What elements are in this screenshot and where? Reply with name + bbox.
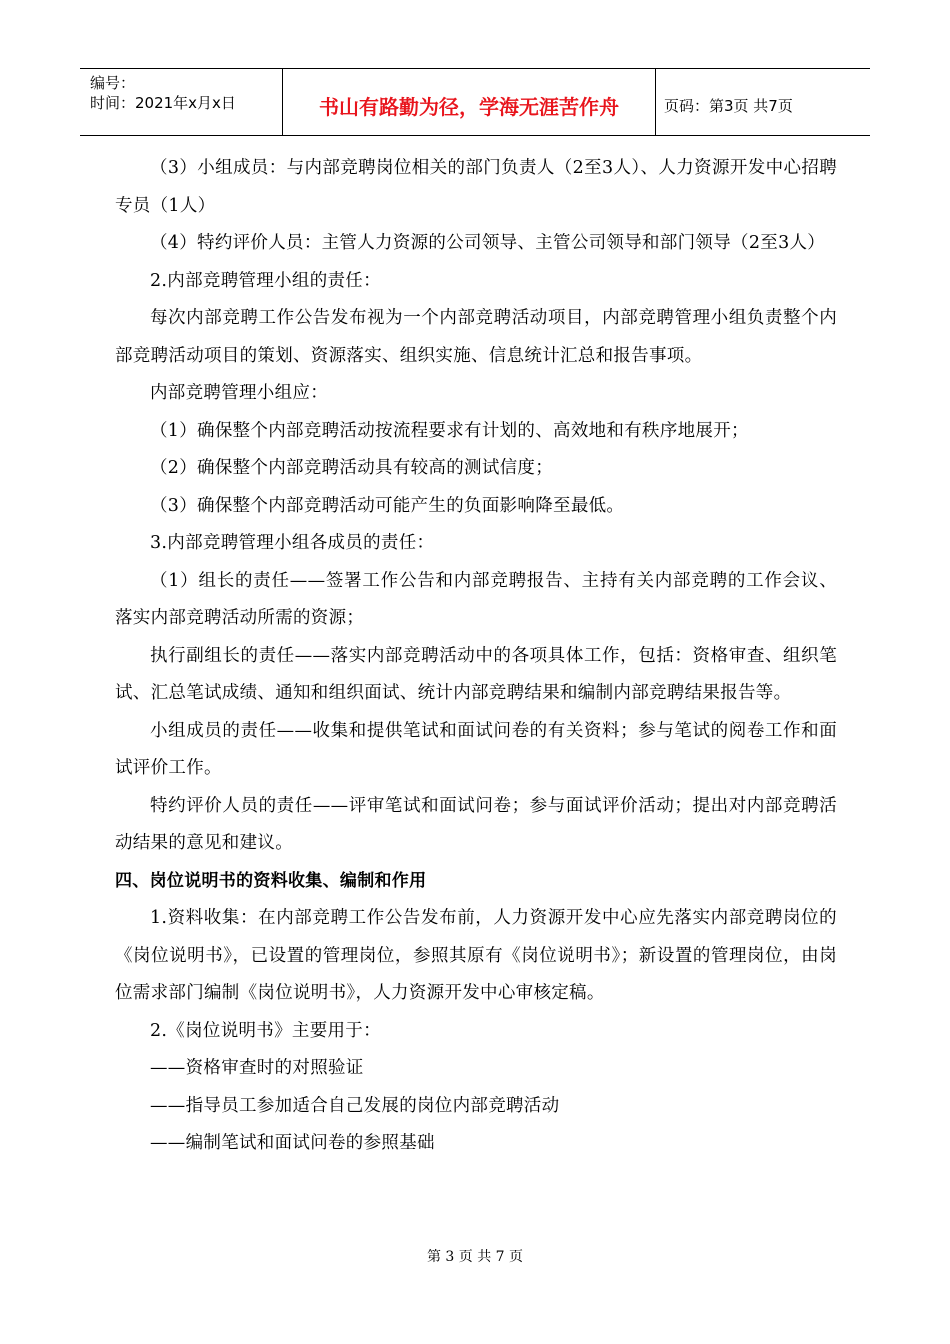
body-paragraph: 执行副组长的责任——落实内部竞聘活动中的各项具体工作，包括：资格审查、组织笔试、汇总笔试成绩、通知和组织面试、统计内部竞聘结果和编制内部竞聘结果报告等。 <box>115 645 837 703</box>
page-footer: 第 3 页 共 7 页 <box>426 1249 524 1265</box>
document-body <box>115 150 837 1163</box>
document-number-label: 编号： <box>90 74 136 92</box>
document-header <box>80 68 870 136</box>
body-paragraph: 3.内部竞聘管理小组各成员的责任： <box>150 533 435 553</box>
body-paragraph: 2.《岗位说明书》主要用于： <box>150 1020 381 1041</box>
section-heading: 四、岗位说明书的资料收集、编制和作用 <box>115 870 427 891</box>
body-paragraph: （3）确保整个内部竞聘活动可能产生的负面影响降至最低。 <box>150 495 625 516</box>
body-paragraph: （3）小组成员：与内部竞聘岗位相关的部门负责人（2至3人）、人力资源开发中心招聘专员（1人） <box>115 158 837 216</box>
header-meta <box>80 69 283 135</box>
body-paragraph: 每次内部竞聘工作公告发布视为一个内部竞聘活动项目，内部竞聘管理小组负责整个内部竞聘活动项目的策划、资源落实、组织实施、信息统计汇总和报告事项。 <box>115 308 837 366</box>
body-paragraph: ——资格审查时的对照验证 <box>150 1058 364 1078</box>
body-paragraph: 小组成员的责任——收集和提供笔试和面试问卷的有关资料；参与笔试的阅卷工作和面试评价工作。 <box>115 720 837 778</box>
header-page-info: 页码：第3页 共7页 <box>664 96 793 115</box>
document-time-label: 时间：2021年x月x日 <box>90 94 236 112</box>
body-paragraph: ——指导员工参加适合自己发展的岗位内部竞聘活动 <box>150 1095 560 1116</box>
header-motto: 书山有路勤为径，学海无涯苦作舟 <box>283 69 656 135</box>
body-paragraph: ——编制笔试和面试问卷的参照基础 <box>150 1133 435 1153</box>
body-paragraph: 内部竞聘管理小组应： <box>150 383 328 403</box>
body-paragraph: （4）特约评价人员：主管人力资源的公司领导、主管公司领导和部门领导（2至3人） <box>150 233 826 253</box>
body-paragraph: 2.内部竞聘管理小组的责任： <box>150 270 381 291</box>
body-paragraph: 特约评价人员的责任——评审笔试和面试问卷；参与面试评价活动；提出对内部竞聘活动结果的意见和建议。 <box>115 795 837 853</box>
body-paragraph: 1.资料收集：在内部竞聘工作公告发布前，人力资源开发中心应先落实内部竞聘岗位的《岗位说明书》，已设置的管理岗位，参照其原有《岗位说明书》；新设置的管理岗位，由岗位需求部门编制《岗位说明书》，人力资源开发中心审核定稿。 <box>115 908 837 1003</box>
body-paragraph: （1）组长的责任——签署工作公告和内部竞聘报告、主持有关内部竞聘的工作会议、落实内部竞聘活动所需的资源； <box>115 570 837 628</box>
body-paragraph: （1）确保整个内部竞聘活动按流程要求有计划的、高效地和有秩序地展开； <box>150 420 749 441</box>
body-paragraph: （2）确保整个内部竞聘活动具有较高的测试信度； <box>150 458 554 478</box>
